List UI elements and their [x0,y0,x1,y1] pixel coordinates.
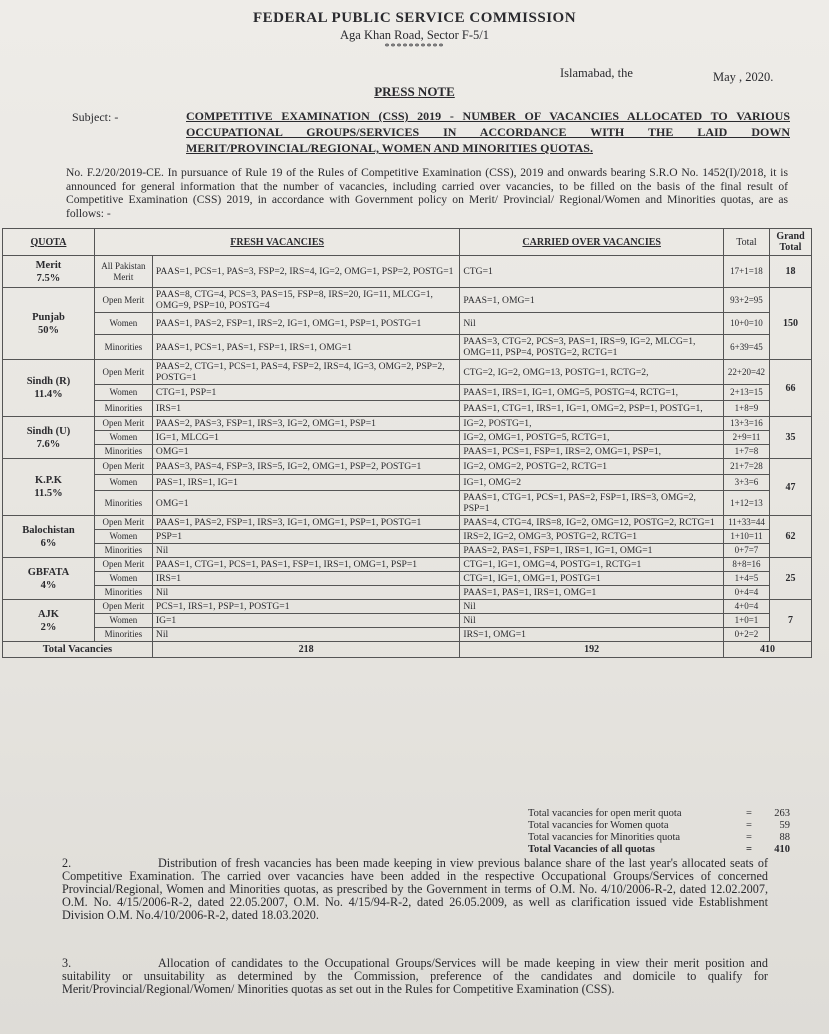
total-cell: 22+20=42 [723,360,769,385]
carried-cell: Nil [460,614,724,628]
sub-quota-cell: Minorities [94,401,152,417]
quota-name: K.P.K [34,475,62,486]
total-row [3,642,812,658]
grand-total-cell: 150 [769,288,811,360]
grand-total-cell: 7 [769,600,811,642]
fresh-cell: PAAS=2, PAS=3, FSP=1, IRS=3, IG=2, OMG=1, PSP=1 [152,417,459,431]
grand-total-cell: 18 [769,256,811,288]
paragraph-text: Distribution of fresh vacancies has been made keeping in view previous balance share of the last year's allocated seats of Competitive Examination. The carried over vacancies have been added in the respective Occupational Groups/Services of concerned Provincial/Regional, Women and Minorities quotas, as prescribed by the Government in terms of O.M. No. 4/10/2006-R-2, dated 12.02.2007, O.M. No. 4/15/2006-R-2, dated 22.05.2007, O.M. No. 4/15/94-R-2, dated 26.05.2009, as well as clarification issued vide Establishment Division O.M. No.4/10/2006-R-2, dated 18.03.2020. [62,856,768,922]
carried-cell: PAAS=1, OMG=1 [460,288,724,313]
org-address: Aga Khan Road, Sector F-5/1 [340,28,489,42]
fresh-cell: OMG=1 [152,491,459,516]
paragraph-number: 3. [62,956,72,970]
fresh-cell: PAAS=3, PAS=4, FSP=3, IRS=5, IG=2, OMG=1, PSP=2, POSTG=1 [152,459,459,475]
fresh-cell: PAAS=1, CTG=1, PCS=1, PAS=1, FSP=1, IRS=1, OMG=1, PSP=1 [152,558,459,572]
header-fresh: FRESH VACANCIES [94,229,459,256]
carried-cell: IRS=2, IG=2, OMG=3, POSTG=2, RCTG=1 [460,530,724,544]
fresh-cell: IRS=1 [152,401,459,417]
total-cell: 13+3=16 [723,417,769,431]
total-cell: 1+8=9 [723,401,769,417]
quota-pct: 7.6% [36,438,61,450]
total-cell: 0+4=4 [723,586,769,600]
carried-cell: CTG=1 [460,256,724,288]
table-row [3,614,812,628]
sub-quota-cell: Women [94,572,152,586]
summary-totals [528,808,790,856]
quota-pct: 11.4% [34,389,63,400]
fresh-cell: IRS=1 [152,572,459,586]
table-row [3,417,812,431]
carried-cell: IG=2, OMG=2, POSTG=2, RCTG=1 [460,459,724,475]
total-cell: 1+0=1 [723,614,769,628]
quota-pct: 7.5% [36,272,61,284]
sub-quota-cell: Women [94,530,152,544]
carried-cell: IG=2, OMG=1, POSTG=5, RCTG=1, [460,431,724,445]
date-line: May , 2020. [713,70,774,84]
fresh-cell: Nil [152,628,459,642]
quota-pct: 2% [40,621,57,633]
table-row [3,530,812,544]
table-row [3,516,812,530]
fresh-cell: Nil [152,586,459,600]
table-row [3,628,812,642]
table-row [3,335,812,360]
summary-label: Total vacancies for Women quota [528,820,669,831]
table-row [3,288,812,313]
fresh-cell: PAAS=1, PCS=1, PAS=1, FSP=1, IRS=1, OMG=1 [152,335,459,360]
total-carried: 192 [460,642,724,658]
header-quota: QUOTA [3,229,95,256]
sub-quota-cell: Open Merit [94,360,152,385]
total-cell: 8+8=16 [723,558,769,572]
sub-quota-cell: Women [94,313,152,335]
paragraph-number: 2. [62,856,72,870]
vacancies-table [2,228,812,658]
table-row [3,586,812,600]
total-cell: 3+3=6 [723,475,769,491]
quota-name: Merit [35,259,62,271]
fresh-cell: IG=1 [152,614,459,628]
sub-quota-cell: Women [94,385,152,401]
carried-cell: PAAS=4, CTG=4, IRS=8, IG=2, OMG=12, POSTG=2, RCTG=1 [460,516,724,530]
carried-cell: Nil [460,313,724,335]
grand-total-cell: 35 [769,417,811,459]
sub-quota-cell: Women [94,614,152,628]
sub-quota-cell: Women [94,431,152,445]
fresh-cell: Nil [152,544,459,558]
table-row [3,445,812,459]
summary-eq: = [746,844,752,855]
table-row [3,572,812,586]
subject-label: Subject: - [72,110,119,124]
fresh-cell: IG=1, MLCG=1 [152,431,459,445]
fresh-cell: OMG=1 [152,445,459,459]
summary-eq: = [746,808,752,819]
paragraph-text: Allocation of candidates to the Occupational Groups/Services will be made keeping in view their merit position and suitability or unsuitability as determined by the Commission, preference of the candidates and domicile to qualify for Merit/Provincial/Regional/Women/ Minorities quotas as set out in the Rules for Competitive Examination (CSS). [62,956,768,996]
fresh-cell: CTG=1, PSP=1 [152,385,459,401]
header-carried: CARRIED OVER VACANCIES [460,229,724,256]
carried-cell: CTG=1, IG=1, OMG=1, POSTG=1 [460,572,724,586]
carried-cell: PAAS=1, CTG=1, PCS=1, PAS=2, FSP=1, IRS=3, OMG=2, PSP=1 [460,491,724,516]
quota-name: Sindh (U) [26,425,71,437]
fresh-cell: PAAS=2, CTG=1, PCS=1, PAS=4, FSP=2, IRS=4, IG=3, OMG=2, PSP=2, POSTG=1 [152,360,459,385]
carried-cell: PAAS=1, IRS=1, IG=1, OMG=5, POSTG=4, RCTG=1, [460,385,724,401]
sub-quota-cell: Minorities [94,335,152,360]
intro-paragraph: No. F.2/20/2019-CE. In pursuance of Rule 19 of the Rules of Competitive Examination (CSS), 2019 and onwards bearing S.R.O No. 1452(I)/2018, it is announced for general information that the number of vacancies, including carried over vacancies, to be filled on the basis of the final result of Competitive Examination (CSS) 2019, in accordance with Government policy on Merit/ Provincial/ Regional/Women and Minorities quotas, are as follows: - [66,166,788,220]
carried-cell: CTG=2, IG=2, OMG=13, POSTG=1, RCTG=2, [460,360,724,385]
total-label: Total Vacancies [3,642,153,658]
total-cell: 4+0=4 [723,600,769,614]
sub-quota-cell: Minorities [94,445,152,459]
quota-name: GBFATA [27,566,70,578]
summary-value: 59 [779,820,790,831]
summary-value: 410 [774,844,790,855]
quota-name: Punjab [32,311,65,323]
grand-total-cell: 62 [769,516,811,558]
sub-quota-cell: Women [94,475,152,491]
sub-quota-cell: Open Merit [94,288,152,313]
total-cell: 2+9=11 [723,431,769,445]
total-cell: 0+7=7 [723,544,769,558]
quota-name: Balochistan [22,524,75,536]
fresh-cell: PAAS=1, PCS=1, PAS=3, FSP=2, IRS=4, IG=2, OMG=1, PSP=2, POSTG=1 [152,256,459,288]
stars-divider: ********** [384,42,445,53]
table-row [3,360,812,385]
paragraph-2 [62,857,768,922]
total-cell: 10+0=10 [723,313,769,335]
grand-total-cell: 25 [769,558,811,600]
table-row [3,491,812,516]
fresh-cell: PAS=1, IRS=1, IG=1 [152,475,459,491]
table-body [3,256,812,658]
header-total: Total [723,229,769,256]
table-header-row [3,229,812,256]
carried-cell: PAAS=3, CTG=2, PCS=3, PAS=1, IRS=9, IG=2, MLCG=1, OMG=11, PSP=4, POSTG=2, RCTG=1 [460,335,724,360]
fresh-cell: PAAS=1, PAS=2, FSP=1, IRS=3, IG=1, OMG=1, PSP=1, POSTG=1 [152,516,459,530]
sub-quota-cell: Minorities [94,491,152,516]
quota-pct: 50% [37,324,59,336]
summary-row [528,820,790,832]
table-row [3,475,812,491]
header-grand-total: Grand Total [769,229,811,256]
table-row [3,544,812,558]
carried-cell: PAAS=1, CTG=1, IRS=1, IG=1, OMG=2, PSP=1, POSTG=1, [460,401,724,417]
summary-eq: = [746,820,752,831]
quota-cell [3,360,95,417]
table-row [3,431,812,445]
carried-cell: PAAS=1, PCS=1, FSP=1, IRS=2, OMG=1, PSP=1, [460,445,724,459]
carried-cell: IG=2, POSTG=1, [460,417,724,431]
summary-eq: = [746,832,752,843]
quota-pct: 4% [40,579,57,591]
grand-total-cell: 66 [769,360,811,417]
sub-quota-cell: Minorities [94,628,152,642]
paragraph-3 [62,957,768,996]
fresh-cell: PAAS=1, PAS=2, FSP=1, IRS=2, IG=1, OMG=1, PSP=1, POSTG=1 [152,313,459,335]
total-cell: 0+2=2 [723,628,769,642]
carried-cell: CTG=1, IG=1, OMG=4, POSTG=1, RCTG=1 [460,558,724,572]
quota-name: Sindh (R) [26,376,71,387]
table-row [3,401,812,417]
grand-total-cell: 47 [769,459,811,516]
carried-cell: PAAS=2, PAS=1, FSP=1, IRS=1, IG=1, OMG=1 [460,544,724,558]
total-cell: 21+7=28 [723,459,769,475]
quota-cell [3,558,95,600]
fresh-cell: PCS=1, IRS=1, PSP=1, POSTG=1 [152,600,459,614]
total-cell: 17+1=18 [723,256,769,288]
sub-quota-cell: Open Merit [94,516,152,530]
summary-label: Total vacancies for open merit quota [528,808,682,819]
table-row [3,313,812,335]
table-row [3,256,812,288]
fresh-cell: PSP=1 [152,530,459,544]
quota-pct: 11.5% [34,488,63,499]
city-line: Islamabad, the [560,66,633,80]
carried-cell: IG=1, OMG=2 [460,475,724,491]
sub-quota-cell: Open Merit [94,417,152,431]
carried-cell: Nil [460,600,724,614]
sub-quota-cell: Open Merit [94,600,152,614]
summary-row [528,844,790,856]
sub-quota-cell: Open Merit [94,558,152,572]
quota-cell [3,256,95,288]
summary-label: Total Vacancies of all quotas [528,844,655,855]
summary-value: 88 [779,832,790,843]
summary-row [528,832,790,844]
table-row [3,600,812,614]
sub-quota-cell: All Pakistan Merit [94,256,152,288]
total-cell: 1+12=13 [723,491,769,516]
table-row [3,459,812,475]
summary-label: Total vacancies for Minorities quota [528,832,681,843]
total-cell: 6+39=45 [723,335,769,360]
total-grand: 410 [723,642,811,658]
quota-name: AJK [37,608,59,620]
subject-text: COMPETITIVE EXAMINATION (CSS) 2019 - NUMBER OF VACANCIES ALLOCATED TO VARIOUS OCCUPATIONAL GROUPS/SERVICES IN ACCORDANCE WITH THE LAID DOWN MERIT/PROVINCIAL/REGIONAL, WOMEN AND MINORITIES QUOTAS. [186,109,790,155]
quota-cell [3,600,95,642]
org-name: FEDERAL PUBLIC SERVICE COMMISSION [252,10,577,26]
carried-cell: IRS=1, OMG=1 [460,628,724,642]
quota-cell [3,417,95,459]
carried-cell: PAAS=1, PAS=1, IRS=1, OMG=1 [460,586,724,600]
quota-pct: 6% [40,537,57,549]
total-cell: 1+7=8 [723,445,769,459]
table-row [3,385,812,401]
total-cell: 1+10=11 [723,530,769,544]
table-row [3,558,812,572]
summary-row [528,808,790,820]
quota-cell [3,516,95,558]
total-cell: 1+4=5 [723,572,769,586]
quota-cell [3,288,95,360]
sub-quota-cell: Open Merit [94,459,152,475]
total-cell: 2+13=15 [723,385,769,401]
total-cell: 11+33=44 [723,516,769,530]
total-fresh: 218 [152,642,459,658]
sub-quota-cell: Minorities [94,544,152,558]
summary-value: 263 [774,808,790,819]
fresh-cell: PAAS=8, CTG=4, PCS=3, PAS=15, FSP=8, IRS=20, IG=11, MLCG=1, OMG=9, PSP=10, POSTG=4 [152,288,459,313]
quota-cell [3,459,95,516]
page-title: PRESS NOTE [374,84,455,99]
total-cell: 93+2=95 [723,288,769,313]
sub-quota-cell: Minorities [94,586,152,600]
